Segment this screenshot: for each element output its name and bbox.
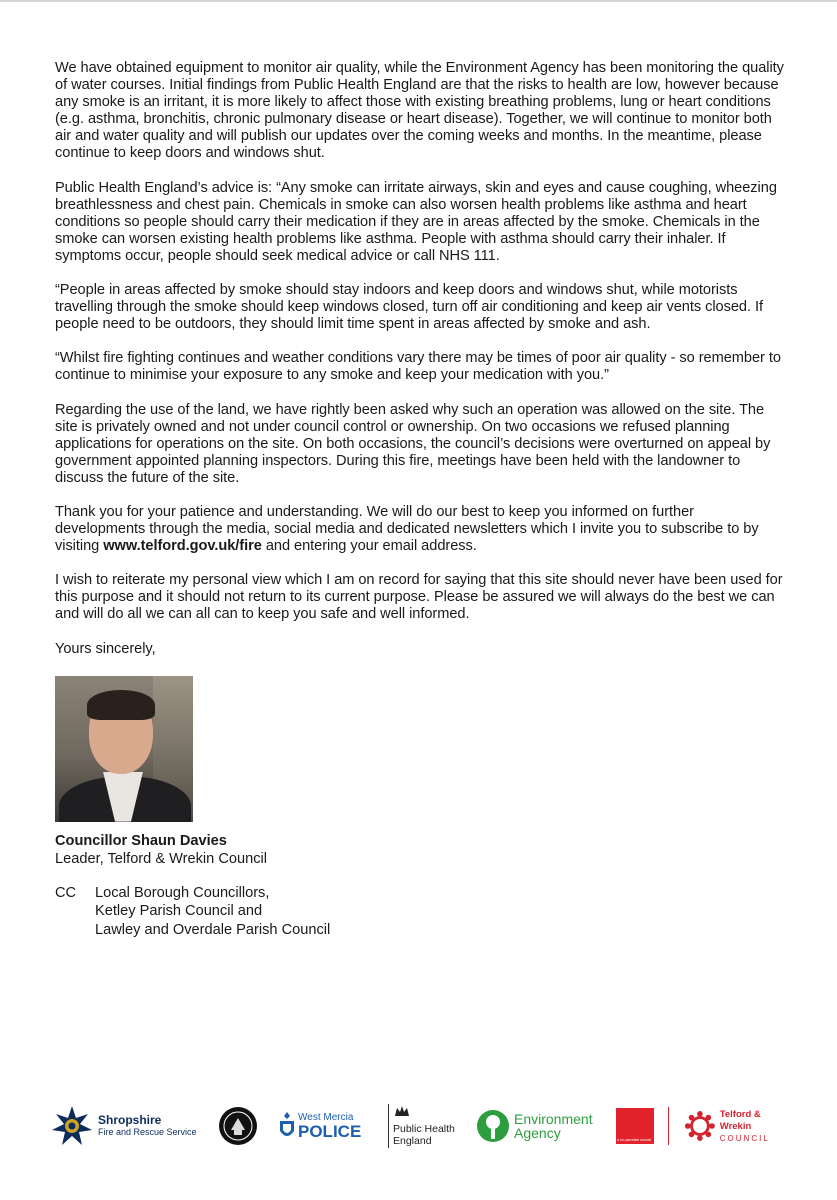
police-crest-icon (278, 1111, 296, 1141)
paragraph-stay-indoors: “People in areas affected by smoke should stay indoors and keep doors and windows shut, while motorists travelling through the smoke should keep windows closed, turn off air conditioning and keep air vents closed. If people need to be outdoors, they should limit time spent in areas affected by smoke and ash. (55, 282, 764, 333)
paragraph-land-use: Regarding the use of the land, we have rightly been asked why such an operation was allowed on the site. The site is privately owned and not under council control or ownership. On two occasions we refused planning applications for operations on the site. On both occasions, the council’s decisions were overturned on appeal by government appointed planning inspectors. During this fire, meetings have been held with the landowner to discuss the future of the site. (55, 401, 771, 486)
paragraph-air-quality: We have obtained equipment to monitor air quality, while the Environment Agency has been monitoring the quality of water courses. Initial findings from Public Health England are that the risks to health are low, however because any smoke is an irritant, it is more likely to affect those with existing breathing problems, lung or heart conditions (e.g. asthma, bronchitis, chronic pulmonary disease or heart disease). Together, we will continue to monitor both air and water quality and will publish our updates over the coming weeks and months. In the meantime, please continue to keep doors and windows shut. (55, 60, 784, 162)
fire-service-badge-icon (50, 1104, 94, 1148)
cc-label: CC (55, 884, 77, 901)
phe-line1: Public Health (393, 1123, 455, 1135)
telford-wrekin-council-logo (684, 1098, 790, 1154)
telford-line2: COUNCIL (719, 1133, 770, 1143)
paragraph-closing: I wish to reiterate my personal view which I am on record for saying that this site should never have been used for this purpose and it should not return to its current purpose. Please be assured we will always do the best we can and will do all we can all can to keep you safe and well informed. (55, 572, 783, 623)
shropshire-name: Shropshire (98, 1113, 162, 1127)
phe-line2: England (393, 1135, 432, 1147)
councillor-photo (55, 676, 193, 822)
crest-seal-logo (218, 1098, 258, 1154)
letter-body (55, 60, 785, 939)
west-mercia-police-logo (278, 1098, 361, 1154)
telford-line1: Telford & Wrekin (719, 1108, 761, 1132)
cc-recipient: Lawley and Overdale Parish Council (95, 921, 331, 938)
environment-agency-icon (476, 1109, 510, 1143)
cc-recipients (95, 884, 330, 940)
paragraph-fire-fighting: “Whilst fire fighting continues and weather conditions vary there may be times of poor air quality - so remember to continue to minimise your exposure to any smoke and keep your medication with you.” (55, 350, 781, 384)
signoff: Yours sincerely, (55, 640, 156, 657)
police-top: West Mercia (298, 1112, 354, 1123)
police-main: POLICE (298, 1122, 362, 1141)
environment-agency-logo (476, 1098, 593, 1154)
cc-block (55, 884, 785, 940)
partner-logos (50, 1098, 790, 1154)
top-border (0, 0, 837, 2)
signature-title: Leader, Telford & Wrekin Council (55, 850, 267, 867)
ea-line2: Agency (514, 1125, 561, 1141)
ea-line1: Environment (514, 1111, 593, 1127)
cooperative-council-logo (616, 1098, 669, 1154)
telford-wrekin-emblem-icon (684, 1109, 716, 1143)
coop-text: a co-operative council (617, 1138, 652, 1142)
paragraph-thanks (55, 504, 785, 555)
thanks-text: Thank you for your patience and understanding. We will do our best to keep you informed on further developments through the media, social media and dedicated newsletters which I invite you to subscribe to by visiting (55, 503, 759, 555)
shropshire-sub: Fire and Rescue Service (98, 1127, 197, 1137)
public-health-england-logo (388, 1098, 455, 1154)
paragraph-phe-advice: Public Health England’s advice is: “Any smoke can irritate airways, skin and eyes and cause coughing, wheezing breathlessness and chest pain. Chemicals in smoke can also worsen health problems like asthma and heart conditions so people should carry their medication if they are in areas affected by the smoke. Chemicals in the smoke can worsen existing health problems like asthma. People with asthma should carry their inhaler. If symptoms occur, people should seek medical advice or call NHS 111. (55, 179, 777, 264)
telford-fire-link[interactable]: www.telford.gov.uk/fire (103, 538, 262, 555)
cc-recipient: Ketley Parish Council and (95, 903, 263, 920)
royal-crest-icon (393, 1104, 411, 1118)
cc-recipient: Local Borough Councillors, (95, 884, 270, 901)
signature-name: Councillor Shaun Davies (55, 832, 227, 849)
crest-seal-icon (218, 1106, 258, 1146)
thanks-text-end: and entering your email address. (261, 538, 477, 555)
shropshire-fire-logo (50, 1098, 197, 1154)
